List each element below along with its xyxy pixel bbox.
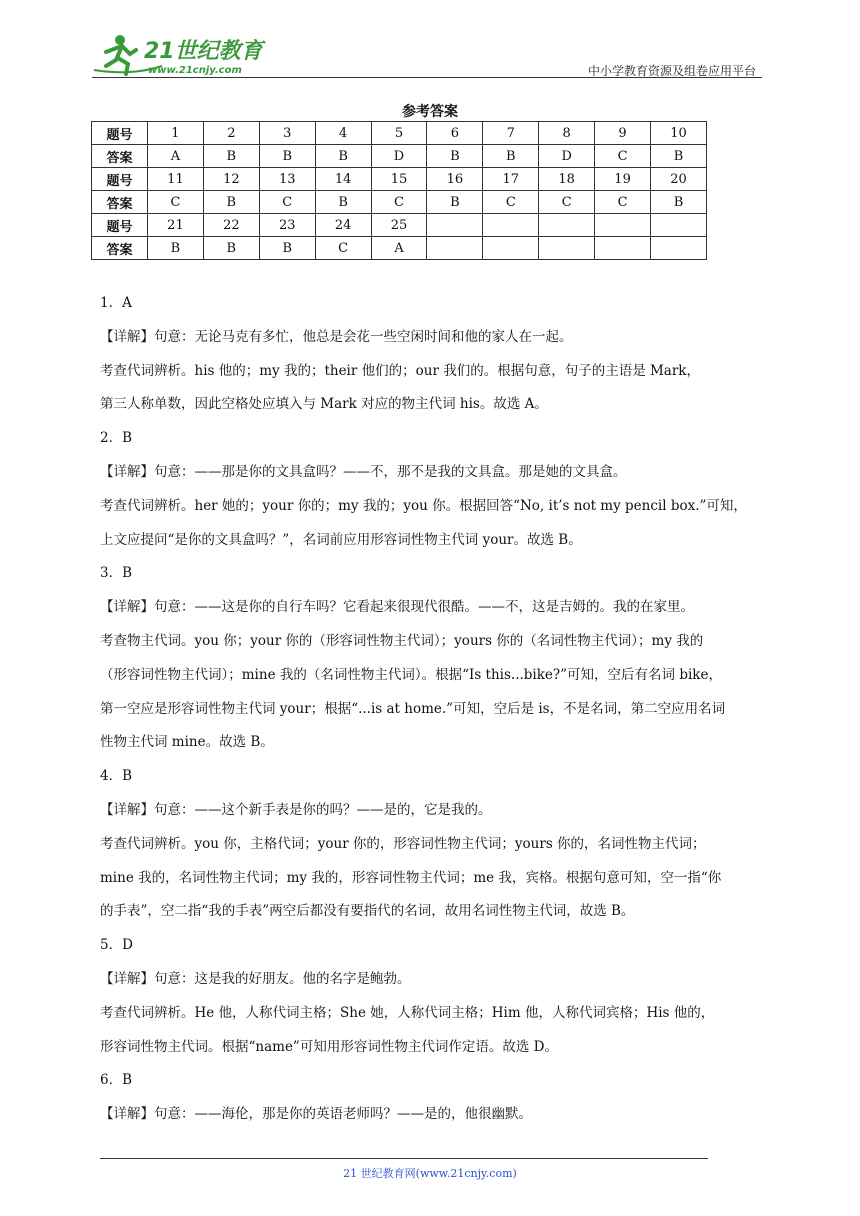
table-row-label: 答案 bbox=[92, 191, 148, 214]
question-answer-heading: 2．B bbox=[100, 430, 133, 447]
table-cell: D bbox=[371, 145, 427, 168]
table-cell: 13 bbox=[259, 168, 315, 191]
explanation-line: 考查代词辨析。He 他，人称代词主格；She 她，人称代词主格；Him 他，人称代词宾格；His 他的， bbox=[100, 1004, 715, 1021]
table-cell: 8 bbox=[539, 122, 595, 145]
logo-url-text: www.21cnjy.com bbox=[148, 65, 242, 76]
question-answer-heading: 3．B bbox=[100, 565, 133, 582]
table-cell: 11 bbox=[148, 168, 204, 191]
explanation-line: 考查物主代词。you 你；your 你的（形容词性物主代词）；yours 你的（名词性物主代词）；my 我的 bbox=[100, 632, 704, 649]
table-cell: A bbox=[148, 145, 204, 168]
table-cell: 12 bbox=[203, 168, 259, 191]
table-cell: 1 bbox=[148, 122, 204, 145]
table-cell: 19 bbox=[595, 168, 651, 191]
table-cell: 18 bbox=[539, 168, 595, 191]
table-cell: C bbox=[371, 191, 427, 214]
table-row-label: 题号 bbox=[92, 168, 148, 191]
question-answer-heading: 5．D bbox=[100, 937, 133, 954]
header-right-text: 中小学教育资源及组卷应用平台 bbox=[587, 64, 756, 78]
explanation-line: 的手表”，空二指“我的手表”两空后都没有要指代的名词，故用名词性物主代词，故选 B。 bbox=[100, 903, 635, 920]
table-cell: 3 bbox=[259, 122, 315, 145]
table-cell: A bbox=[371, 237, 427, 260]
table-cell: B bbox=[259, 237, 315, 260]
table-cell: 5 bbox=[371, 122, 427, 145]
explanation-line: 考查代词辨析。her 她的；your 你的；my 我的；you 你。根据回答“No, it’s not my pencil box.”可知， bbox=[100, 497, 747, 514]
table-cell: 10 bbox=[651, 122, 707, 145]
table-cell bbox=[427, 214, 483, 237]
explanation-line: 【详解】句意：——这是你的自行车吗？它看起来很现代很酷。——不，这是吉姆的。我的在家里。 bbox=[100, 599, 694, 616]
footer-divider bbox=[100, 1158, 708, 1159]
table-cell: 4 bbox=[315, 122, 371, 145]
table-cell: B bbox=[651, 191, 707, 214]
table-cell: 16 bbox=[427, 168, 483, 191]
table-cell: 15 bbox=[371, 168, 427, 191]
table-row-label: 答案 bbox=[92, 237, 148, 260]
table-row bbox=[92, 122, 707, 145]
explanation-line: 考查代词辨析。you 你，主格代词；your 你的，形容词性物主代词；yours 你的，名词性物主代词； bbox=[100, 835, 706, 852]
table-cell: 23 bbox=[259, 214, 315, 237]
table-cell bbox=[595, 214, 651, 237]
explanation-line: 考查代词辨析。his 他的；my 我的；their 他们的；our 我们的。根据句意，句子的主语是 Mark， bbox=[100, 362, 700, 379]
table-cell: D bbox=[539, 145, 595, 168]
table-cell bbox=[483, 237, 539, 260]
table-cell: B bbox=[203, 191, 259, 214]
table-cell: 6 bbox=[427, 122, 483, 145]
table-cell: 14 bbox=[315, 168, 371, 191]
table-cell: C bbox=[148, 191, 204, 214]
table-cell: C bbox=[595, 191, 651, 214]
question-answer-heading: 4．B bbox=[100, 768, 133, 785]
table-cell: B bbox=[427, 191, 483, 214]
table-cell bbox=[595, 237, 651, 260]
answer-table-title: 参考答案 bbox=[402, 104, 458, 120]
footer-text: 21 世纪教育网(www.21cnjy.com) bbox=[343, 1167, 517, 1180]
table-cell bbox=[427, 237, 483, 260]
table-cell bbox=[539, 237, 595, 260]
table-cell: B bbox=[315, 191, 371, 214]
table-cell: C bbox=[483, 191, 539, 214]
table-cell: 9 bbox=[595, 122, 651, 145]
table-row bbox=[92, 168, 707, 191]
table-cell: 21 bbox=[148, 214, 204, 237]
table-row bbox=[92, 237, 707, 260]
table-cell: B bbox=[203, 237, 259, 260]
table-cell: C bbox=[259, 191, 315, 214]
table-row-label: 题号 bbox=[92, 214, 148, 237]
table-cell: B bbox=[203, 145, 259, 168]
explanation-line: （形容词性物主代词）；mine 我的（名词性物主代词）。根据“Is this...bike?”可知，空后有名词 bike， bbox=[100, 666, 722, 683]
table-cell bbox=[651, 237, 707, 260]
explanation-line: 性物主代词 mine。故选 B。 bbox=[100, 734, 274, 751]
table-cell: 2 bbox=[203, 122, 259, 145]
table-cell bbox=[483, 214, 539, 237]
table-row bbox=[92, 145, 707, 168]
header-divider bbox=[92, 77, 762, 78]
table-cell: 25 bbox=[371, 214, 427, 237]
explanation-line: 第一空应是形容词性物主代词 your；根据“...is at home.”可知，空后是 is，不是名词，第二空应用名词 bbox=[100, 700, 726, 717]
page-header bbox=[92, 30, 760, 78]
table-cell: B bbox=[315, 145, 371, 168]
table-cell: B bbox=[148, 237, 204, 260]
logo-text: 21世纪教育 bbox=[144, 39, 263, 64]
explanation-line: 形容词性物主代词。根据“name”可知用形容词性物主代词作定语。故选 D。 bbox=[100, 1038, 558, 1055]
explanation-line: 【详解】句意：无论马克有多忙，他总是会花一些空闲时间和他的家人在一起。 bbox=[100, 328, 573, 345]
explanation-line: mine 我的，名词性物主代词；my 我的，形容词性物主代词；me 我，宾格。根据句意可知，空一指“你 bbox=[100, 869, 722, 886]
table-row-label: 题号 bbox=[92, 122, 148, 145]
table-cell: B bbox=[427, 145, 483, 168]
table-cell: C bbox=[315, 237, 371, 260]
table-cell: B bbox=[651, 145, 707, 168]
table-cell: C bbox=[595, 145, 651, 168]
table-cell: 17 bbox=[483, 168, 539, 191]
explanation-line: 上文应提问“是你的文具盒吗？”，名词前应用形容词性物主代词 your。故选 B。 bbox=[100, 531, 582, 548]
table-cell: 24 bbox=[315, 214, 371, 237]
table-row-label: 答案 bbox=[92, 145, 148, 168]
answer-explanations bbox=[100, 287, 762, 1132]
table-row bbox=[92, 191, 707, 214]
table-row bbox=[92, 214, 707, 237]
question-answer-heading: 6．B bbox=[100, 1072, 133, 1089]
table-cell bbox=[539, 214, 595, 237]
table-cell: C bbox=[539, 191, 595, 214]
table-cell: 22 bbox=[203, 214, 259, 237]
explanation-line: 【详解】句意：——那是你的文具盒吗？——不，那不是我的文具盒。那是她的文具盒。 bbox=[100, 463, 627, 480]
table-cell: B bbox=[483, 145, 539, 168]
answer-table bbox=[91, 121, 707, 260]
explanation-line: 第三人称单数，因此空格处应填入与 Mark 对应的物主代词 his。故选 A。 bbox=[100, 396, 548, 413]
explanation-line: 【详解】句意：——这个新手表是你的吗？——是的，它是我的。 bbox=[100, 801, 492, 818]
table-cell: 20 bbox=[651, 168, 707, 191]
question-answer-heading: 1．A bbox=[100, 295, 132, 311]
logo-21cnjy-icon bbox=[92, 30, 292, 78]
table-cell: 7 bbox=[483, 122, 539, 145]
explanation-line: 【详解】句意：这是我的好朋友。他的名字是鲍勃。 bbox=[100, 970, 411, 987]
explanation-line: 【详解】句意：——海伦，那是你的英语老师吗？——是的，他很幽默。 bbox=[100, 1106, 532, 1123]
table-cell: B bbox=[259, 145, 315, 168]
table-cell bbox=[651, 214, 707, 237]
